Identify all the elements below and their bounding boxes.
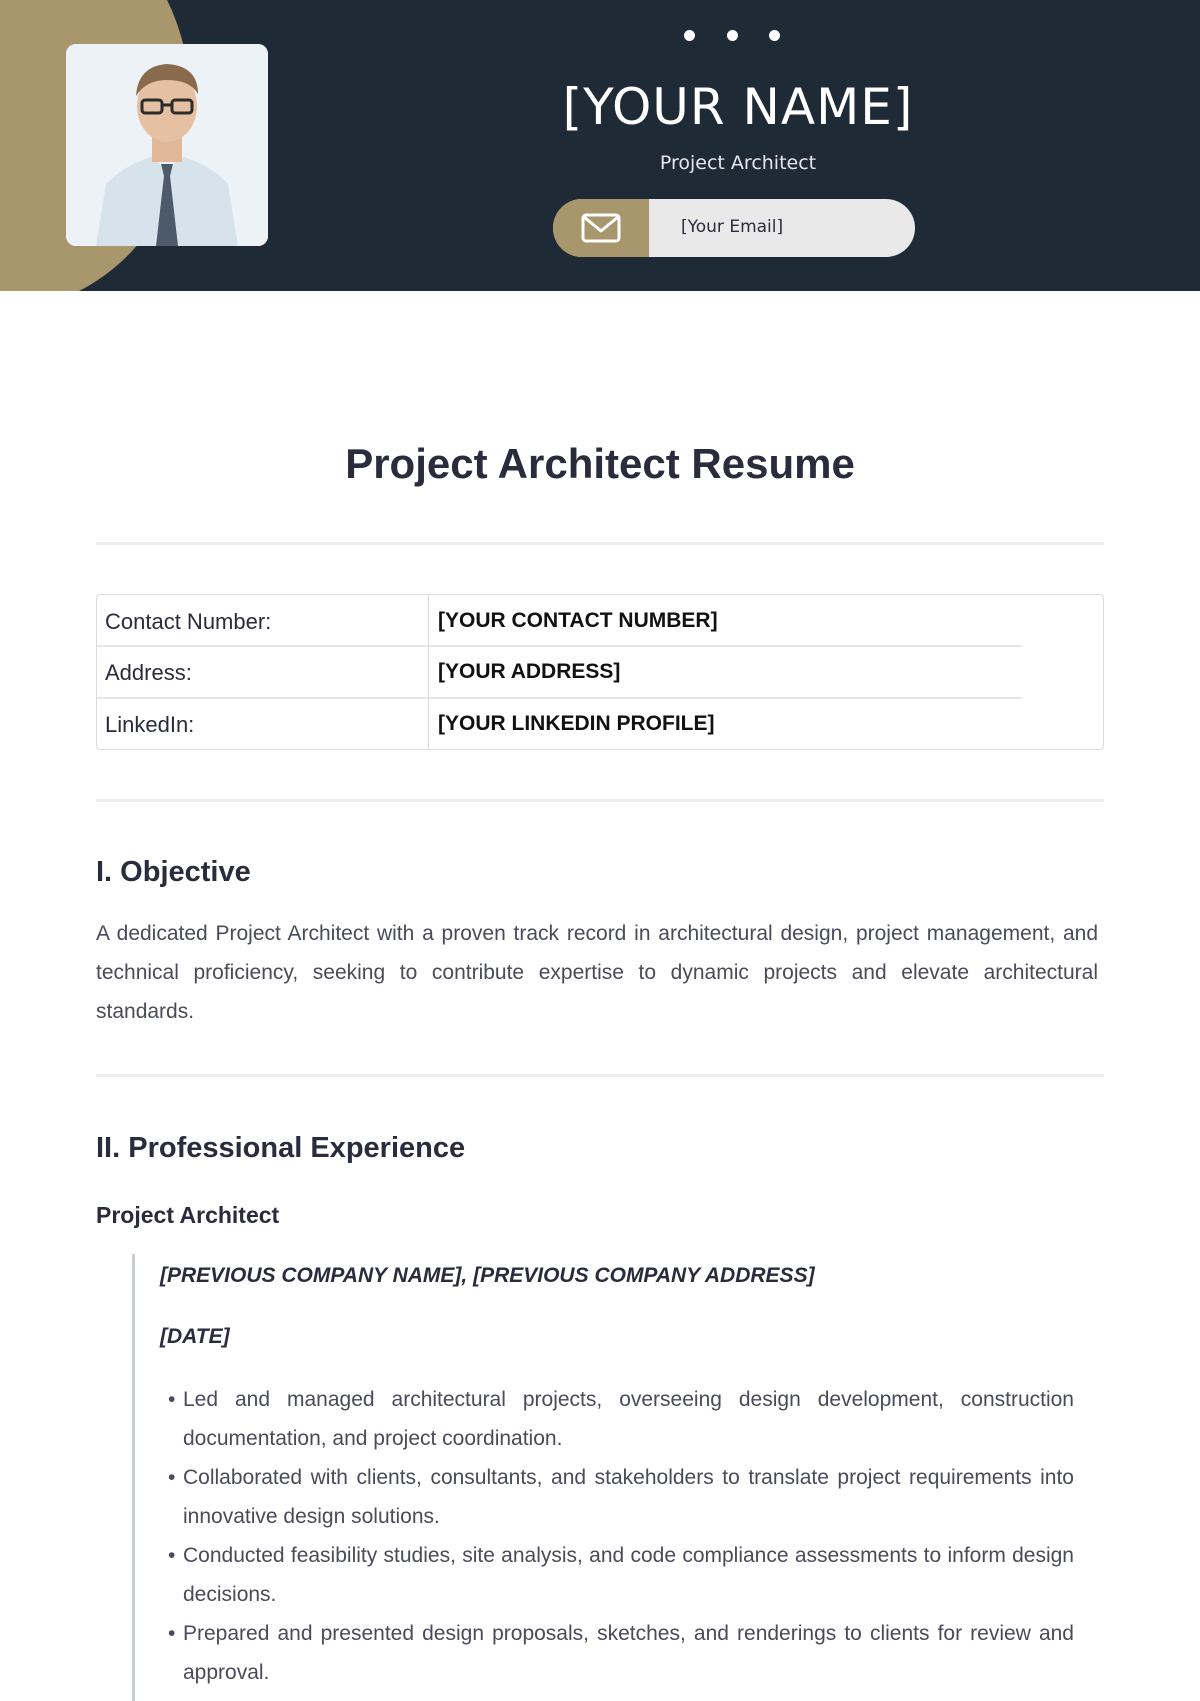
contact-label: Contact Number: <box>105 609 272 634</box>
list-item <box>168 1380 1074 1458</box>
bullet-icon: • <box>168 1622 176 1645</box>
contact-label: Address: <box>105 660 192 685</box>
divider <box>96 799 1104 802</box>
contact-value: [YOUR LINKEDIN PROFILE] <box>438 712 715 735</box>
resume-name: [YOUR NAME] <box>562 78 914 136</box>
table-row <box>97 595 1103 646</box>
email-text: [Your Email] <box>681 217 784 237</box>
experience-block-border <box>132 1254 135 1701</box>
bullet-icon: • <box>168 1544 176 1567</box>
list-item-text: Led and managed architectural projects, overseeing design development, construction documentation, and project coordination. <box>183 1388 1074 1450</box>
bullet-icon: • <box>168 1388 176 1411</box>
contact-value: [YOUR ADDRESS] <box>438 660 621 683</box>
table-row <box>97 646 1103 697</box>
objective-heading: I. Objective <box>96 856 251 888</box>
contact-value: [YOUR CONTACT NUMBER] <box>438 609 718 632</box>
document-title: Project Architect Resume <box>345 440 855 487</box>
list-item <box>168 1614 1074 1692</box>
envelope-icon <box>553 199 649 257</box>
divider <box>96 1074 1104 1077</box>
date-line: [DATE] <box>160 1325 230 1348</box>
list-item-text: Prepared and presented design proposals, sketches, and renderings to clients for review and approval. <box>183 1622 1074 1684</box>
contact-table <box>96 594 1104 750</box>
table-row <box>97 698 1103 749</box>
company-line: [PREVIOUS COMPANY NAME], [PREVIOUS COMPANY ADDRESS] <box>160 1264 815 1287</box>
divider <box>96 542 1104 545</box>
objective-text: A dedicated Project Architect with a proven track record in architectural design, project management, and technical proficiency, seeking to contribute expertise to dynamic projects and elevate architectural standards. <box>96 922 1098 1023</box>
bullet-icon: • <box>168 1466 176 1489</box>
list-item-text: Conducted feasibility studies, site analysis, and code compliance assessments to inform design decisions. <box>183 1544 1074 1606</box>
list-item <box>168 1458 1074 1536</box>
experience-heading: II. Professional Experience <box>96 1132 466 1164</box>
resume-header <box>0 0 1200 291</box>
list-item <box>168 1536 1074 1614</box>
list-item-text: Collaborated with clients, consultants, and stakeholders to translate project requirements into innovative design solutions. <box>183 1466 1074 1528</box>
email-pill[interactable] <box>553 199 915 257</box>
contact-label: LinkedIn: <box>105 712 195 737</box>
more-dots-icon[interactable] <box>684 30 780 42</box>
profile-photo <box>66 44 268 246</box>
experience-role: Project Architect <box>96 1202 280 1228</box>
responsibility-list <box>168 1380 1074 1692</box>
resume-job-title: Project Architect <box>659 152 817 174</box>
person-portrait-icon <box>66 44 268 246</box>
